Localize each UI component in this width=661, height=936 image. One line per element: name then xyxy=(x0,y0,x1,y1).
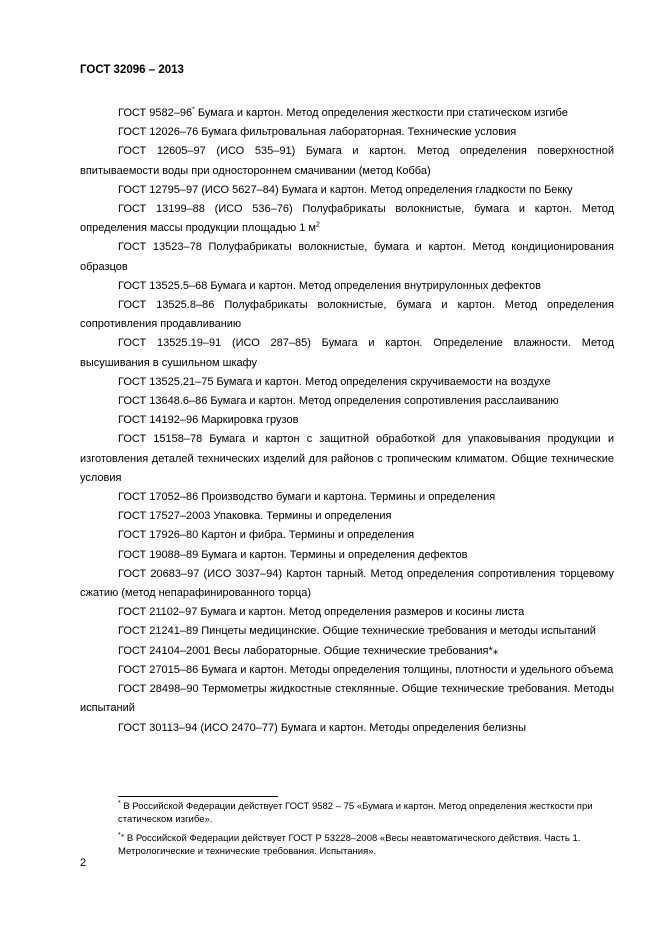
references-list xyxy=(80,104,614,738)
reference-item: ГОСТ 13199–88 (ИСО 536–76) Полуфабрикаты волокнистые, бумага и картон. Метод определения массы продукции площадью 1 $м^2$ xyxy=(80,203,614,235)
footnote: *⁎ В Российской Федерации действует ГОСТ Р 53228–2008 «Весы неавтоматического действия. Часть 1. Метрологические и технические требования. Испытания». xyxy=(118,831,581,857)
reference-item: ГОСТ 28498–90 Термометры жидкостные стеклянные. Общие технические требования. Методы испытаний xyxy=(80,683,614,715)
footnote-divider xyxy=(118,796,278,797)
reference-item: ГОСТ 13523–78 Полуфабрикаты волокнистые, бумага и картон. Метод кондиционирования образцов xyxy=(80,241,614,273)
footnotes xyxy=(118,800,618,864)
reference-item: ГОСТ 13525.8–86 Полуфабрикаты волокнистые, бумага и картон. Метод определения сопротивления продавливанию xyxy=(80,299,614,331)
reference-item: ГОСТ 12795–97 (ИСО 5627–84) Бумага и картон. Метод определения гладкости по Бекку xyxy=(118,183,573,196)
reference-item: ГОСТ 19088–89 Бумага и картон. Термины и определения дефектов xyxy=(118,548,468,561)
reference-item: ГОСТ 17926–80 Картон и фибра. Термины и определения xyxy=(118,529,415,542)
reference-item: ГОСТ 12026–76 Бумага фильтровальная лабораторная. Технические условия xyxy=(118,126,517,139)
reference-item: ГОСТ 12605–97 (ИСО 535–91) Бумага и картон. Метод определения поверхностной впитываемости воды при одностороннем смачивании (метод Кобба) xyxy=(80,145,614,177)
reference-item: ГОСТ 20683–97 (ИСО 3037–94) Картон тарный. Метод определения сопротивления торцевому сжатию (метод непарафинированного торца) xyxy=(80,567,614,600)
reference-item: ГОСТ 9582–96* Бумага и картон. Метод определения жесткости при статическом изгибе xyxy=(118,106,568,119)
reference-item: ГОСТ 15158–78 Бумага и картон с защитной обработкой для упаковывания продукции и изготовления деталей технических изделий для районов с тропическим климатом. Общие технические условия xyxy=(80,433,614,484)
page-number: 2 xyxy=(80,857,87,869)
reference-item: ГОСТ 24104–2001 Весы лабораторные. Общие технические требования*⁎ xyxy=(118,644,499,657)
reference-item: ГОСТ 21102–97 Бумага и картон. Метод определения размеров и косины листа xyxy=(118,606,525,619)
reference-item: ГОСТ 13525.19–91 (ИСО 287–85) Бумага и картон. Определение влажности. Метод высушивания в сушильном шкафу xyxy=(80,337,614,369)
footnote-mark: * xyxy=(118,799,121,807)
reference-item: ГОСТ 30113–94 (ИСО 2470–77) Бумага и картон. Методы определения белизны xyxy=(118,721,527,734)
reference-item: ГОСТ 27015–86 Бумага и картон. Методы определения толщины, плотности и удельного объема xyxy=(118,663,614,676)
reference-item: ГОСТ 13525.5–68 Бумага и картон. Метод определения внутрирулонных дефектов xyxy=(118,279,541,292)
document-header: ГОСТ 32096 – 2013 xyxy=(80,64,184,76)
reference-item: ГОСТ 14192–96 Маркировка грузов xyxy=(118,414,299,427)
footnote: * В Российской Федерации действует ГОСТ 9582 – 75 «Бумага и картон. Метод определения жесткости при статическом изгибе». xyxy=(118,799,593,825)
footnote-mark: *⁎ xyxy=(118,831,125,839)
reference-item: ГОСТ 13525.21–75 Бумага и картон. Метод определения скручиваемости на воздухе xyxy=(118,375,551,388)
reference-item: ГОСТ 21241–89 Пинцеты медицинские. Общие технические требования и методы испытаний xyxy=(118,625,596,638)
reference-item: ГОСТ 17052–86 Производство бумаги и картона. Термины и определения xyxy=(118,491,496,504)
reference-item: ГОСТ 13648.6–86 Бумага и картон. Метод определения сопротивления расслаиванию xyxy=(118,395,559,408)
reference-item: ГОСТ 17527–2003 Упаковка. Термины и определения xyxy=(118,510,392,523)
